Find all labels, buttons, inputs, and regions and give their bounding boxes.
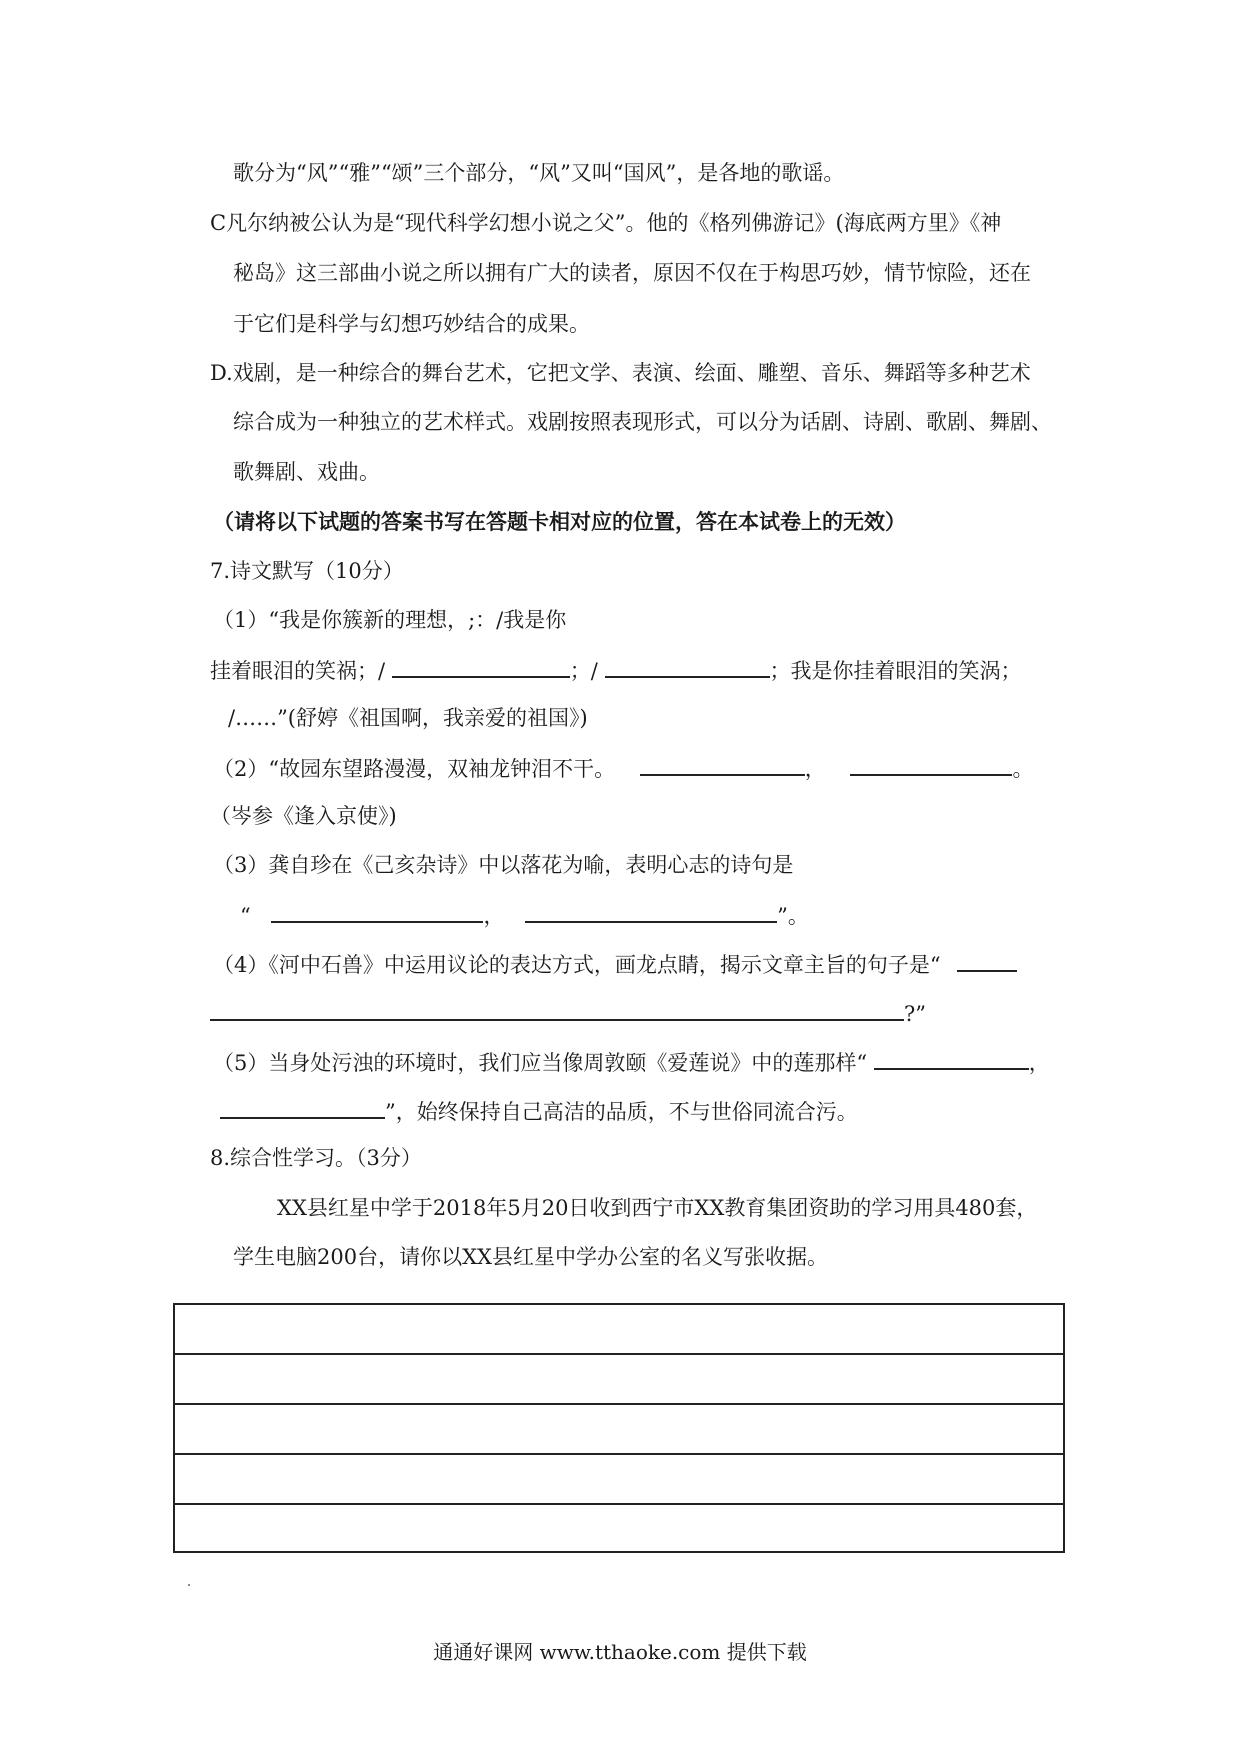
q7-3-line1: （3）龚自珍在《己亥杂诗》中以落花为喻，表明心志的诗句是	[213, 853, 794, 877]
q7-2-blank-1[interactable]	[640, 752, 805, 776]
q7-3-blank-2[interactable]	[525, 899, 777, 923]
receipt-writing-box	[173, 1303, 1065, 1553]
q7-5-text-end: ”，始终保持自己高洁的品质，不与世俗同流合污。	[385, 1100, 858, 1124]
option-d-line2: 综合成为一种独立的艺术样式。戏剧按照表现形式，可以分为话剧、诗剧、歌剧、舞剧、	[233, 410, 1052, 434]
q7-4-blank-2[interactable]	[210, 997, 904, 1021]
q8-title: 8.综合性学习。（3分）	[210, 1146, 422, 1170]
option-d-line3: 歌舞剧、戏曲。	[233, 460, 380, 484]
q7-5-blank-2[interactable]	[220, 1095, 385, 1119]
receipt-row[interactable]	[175, 1305, 1063, 1355]
receipt-row[interactable]	[175, 1455, 1063, 1505]
option-c-line2: 秘岛》这三部曲小说之所以拥有广大的读者，原因不仅在于构思巧妙，情节惊险，还在	[233, 261, 1031, 285]
q7-4-line1	[213, 948, 1017, 980]
q7-1-blank-1[interactable]	[392, 654, 570, 678]
q7-3-blank-1[interactable]	[271, 899, 483, 923]
q7-5-sep: ，	[1028, 1051, 1050, 1075]
q8-body-line1: XX县红星中学于2018年5月20日收到西宁市XX教育集团资助的学习用具480套，	[277, 1196, 1038, 1220]
q7-2-end: 。	[1012, 757, 1034, 781]
q7-1-text-a: 挂着眼泪的笑祸；/	[210, 659, 386, 683]
page-footer: 通通好课网 www.tthaoke.com 提供下载	[433, 1640, 807, 1664]
q7-5-blank-1[interactable]	[874, 1046, 1029, 1070]
q7-4-blank-1[interactable]	[957, 948, 1017, 972]
q7-1-sep-1: ；/	[569, 659, 598, 683]
q7-4-line2	[210, 997, 926, 1029]
q7-2-blank-2[interactable]	[850, 752, 1012, 776]
q7-2-line2: （岑参《逢入京使》)	[210, 804, 397, 828]
q7-2-line1	[213, 752, 1033, 784]
q7-1-line2	[210, 654, 1022, 686]
option-c-line3: 于它们是科学与幻想巧妙结合的成果。	[233, 312, 590, 336]
answer-card-instruction: （请将以下试题的答案书写在答题卡相对应的位置，答在本试卷上的无效）	[213, 509, 906, 534]
q7-2-text: （2）“故园东望路漫漫，双袖龙钟泪不干。	[213, 757, 616, 781]
receipt-row[interactable]	[175, 1505, 1063, 1555]
q7-3-open: “	[240, 904, 251, 928]
q7-3-line2	[240, 899, 809, 931]
scan-speck	[188, 1584, 190, 1586]
q7-1-line1: （1）“我是你簇新的理想，;：/我是你	[213, 608, 567, 632]
option-b-tail: 歌分为“风”“雅”“颂”三个部分，“风”又叫“国风”，是各地的歌谣。	[233, 161, 845, 185]
q7-5-line1	[213, 1046, 1050, 1078]
receipt-row[interactable]	[175, 1355, 1063, 1405]
q7-3-sep: ，	[483, 904, 505, 928]
q7-4-end: ?”	[904, 1002, 926, 1026]
q7-5-text: （5）当身处污浊的环境时，我们应当像周敦颐《爱莲说》中的莲那样“	[213, 1051, 868, 1075]
q7-title: 7.诗文默写（10分）	[210, 559, 404, 583]
q8-body-line2: 学生电脑200台，请你以XX县红星中学办公室的名义写张收据。	[233, 1245, 828, 1269]
q7-2-sep: ，	[804, 757, 826, 781]
q7-1-text-end: ；我是你挂着眼泪的笑涡；	[769, 659, 1022, 683]
q7-4-text: （4）《河中石兽》中运用议论的表达方式，画龙点睛，揭示文章主旨的句子是“	[213, 953, 941, 977]
q7-5-line2	[220, 1095, 858, 1127]
q7-1-blank-2[interactable]	[605, 654, 770, 678]
q7-3-end: ”。	[777, 904, 809, 928]
receipt-row[interactable]	[175, 1405, 1063, 1455]
option-c-line1: C凡尔纳被公认为是“现代科学幻想小说之父”。他的《格列佛游记》(海底两方里》《神	[210, 211, 1002, 235]
q7-1-line3: /……”(舒婷《祖国啊，我亲爱的祖国》)	[228, 706, 588, 730]
option-d-line1: D.戏剧，是一种综合的舞台艺术，它把文学、表演、绘面、雕塑、音乐、舞蹈等多种艺术	[210, 361, 1031, 385]
